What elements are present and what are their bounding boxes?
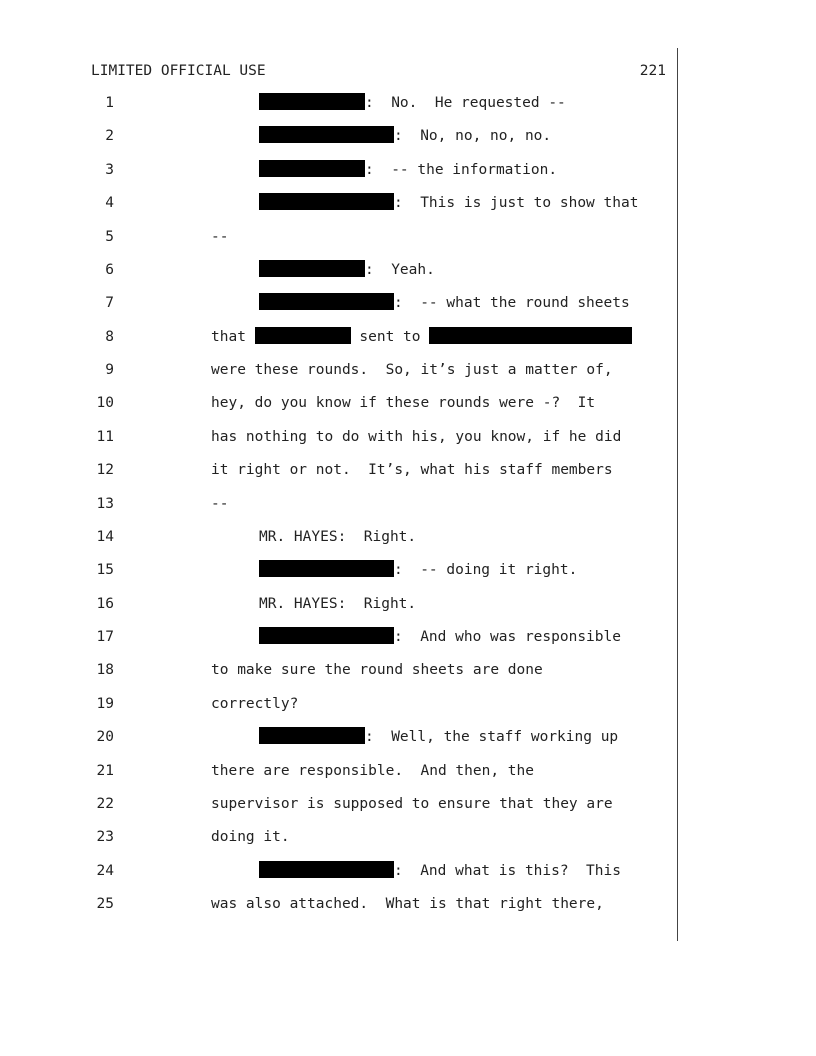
line-text — [259, 527, 416, 547]
line-number: 2 — [105, 128, 114, 145]
line-text-segment: there are responsible. And then, the — [211, 762, 535, 779]
line-number: 20 — [96, 729, 114, 746]
line-number: 25 — [96, 896, 114, 912]
line-text — [259, 627, 621, 647]
line-number: 3 — [105, 161, 114, 178]
transcript-line — [0, 794, 816, 814]
redaction-box — [429, 327, 632, 344]
line-number: 17 — [96, 629, 114, 645]
line-text — [211, 761, 534, 781]
line-text-segment: MR. HAYES: Right. — [259, 595, 417, 612]
redaction-box — [259, 560, 394, 577]
line-text — [211, 393, 595, 413]
redaction-box — [259, 126, 394, 143]
line-text — [211, 827, 290, 847]
line-number: 22 — [96, 795, 114, 812]
line-number: 21 — [96, 762, 114, 779]
line-number: 8 — [105, 328, 114, 345]
redaction-box — [259, 260, 365, 277]
line-text-segment: that — [211, 328, 255, 345]
line-text — [259, 594, 416, 614]
transcript-line — [0, 460, 816, 480]
line-text — [259, 727, 618, 747]
redaction-box — [259, 160, 365, 177]
transcript-line — [0, 427, 816, 447]
line-text-segment: : And who was responsible — [394, 629, 621, 645]
redaction-box — [259, 627, 394, 644]
transcript-line — [0, 660, 816, 680]
line-number: 15 — [96, 562, 114, 579]
line-text-segment: were these rounds. So, it’s just a matter of, — [211, 362, 613, 378]
line-text — [259, 193, 638, 213]
line-number: 1 — [105, 95, 114, 111]
transcript-line — [0, 260, 816, 280]
redaction-box — [259, 93, 365, 110]
line-text-segment: -- — [211, 495, 229, 512]
line-text-segment: to make sure the round sheets are done — [211, 662, 543, 679]
line-text-segment: : -- the information. — [365, 161, 558, 178]
line-number: 4 — [105, 195, 114, 212]
line-text — [259, 293, 630, 313]
transcript-line — [0, 727, 816, 747]
transcript-line — [0, 827, 816, 847]
redaction-box — [259, 293, 394, 310]
line-number: 7 — [105, 295, 114, 312]
transcript-line — [0, 360, 816, 380]
transcript-line — [0, 160, 816, 180]
transcript-line — [0, 193, 816, 213]
line-text — [211, 794, 613, 814]
redaction-box — [259, 193, 394, 210]
transcript-line — [0, 894, 816, 914]
line-number: 12 — [96, 462, 114, 479]
line-text — [259, 560, 577, 580]
line-text-segment: it right or not. It’s, what his staff members — [211, 462, 613, 479]
line-text-segment: : Well, the staff working up — [365, 729, 619, 746]
classification-header: LIMITED OFFICIAL USE — [91, 63, 266, 79]
line-text — [259, 260, 435, 280]
transcript-line — [0, 527, 816, 547]
redaction-box — [255, 327, 351, 344]
transcript-line — [0, 594, 816, 614]
line-text-segment: : -- what the round sheets — [394, 295, 630, 312]
line-text-segment: : No. He requested -- — [365, 95, 566, 111]
line-text — [211, 494, 228, 514]
line-number: 6 — [105, 261, 114, 278]
line-text-segment: : And what is this? This — [394, 862, 621, 879]
line-text — [259, 93, 566, 113]
line-text-segment: : -- doing it right. — [394, 562, 578, 579]
line-text — [211, 460, 613, 480]
transcript-line — [0, 327, 816, 347]
line-number: 19 — [96, 695, 114, 712]
line-text-segment: was also attached. What is that right there, — [211, 896, 604, 912]
line-text-segment: doing it. — [211, 829, 290, 846]
line-text — [259, 126, 551, 146]
line-text — [211, 360, 613, 380]
line-text — [259, 861, 621, 881]
transcript-line — [0, 93, 816, 113]
line-number: 16 — [96, 595, 114, 612]
redaction-box — [259, 861, 394, 878]
line-text-segment: : Yeah. — [365, 261, 435, 278]
transcript-line — [0, 393, 816, 413]
line-text — [211, 660, 543, 680]
line-text — [211, 427, 621, 447]
line-text — [211, 894, 604, 914]
line-text-segment: has nothing to do with his, you know, if he did — [211, 428, 622, 445]
transcript-line — [0, 227, 816, 247]
line-number: 24 — [96, 862, 114, 879]
line-text — [211, 227, 228, 247]
line-number: 23 — [96, 829, 114, 846]
line-number: 18 — [96, 662, 114, 679]
line-text-segment: supervisor is supposed to ensure that they are — [211, 795, 613, 812]
line-text-segment: sent to — [350, 328, 430, 345]
transcript-line — [0, 293, 816, 313]
transcript-line — [0, 861, 816, 881]
line-number: 13 — [96, 495, 114, 512]
line-text — [259, 160, 557, 180]
line-text — [211, 327, 632, 347]
transcript-line — [0, 560, 816, 580]
transcript-line — [0, 126, 816, 146]
line-text-segment: MR. HAYES: Right. — [259, 528, 417, 545]
line-text-segment: -- — [211, 228, 229, 245]
transcript-line — [0, 694, 816, 714]
line-number: 5 — [105, 228, 114, 245]
redaction-box — [259, 727, 365, 744]
line-number: 9 — [105, 362, 114, 378]
line-number: 10 — [96, 395, 114, 412]
transcript-line — [0, 494, 816, 514]
transcript-line — [0, 761, 816, 781]
line-text-segment: : This is just to show that — [394, 195, 639, 212]
line-number: 14 — [96, 528, 114, 545]
line-text-segment: correctly? — [211, 695, 299, 712]
line-text-segment: hey, do you know if these rounds were -? It — [211, 395, 596, 412]
line-text — [211, 694, 298, 714]
line-number: 11 — [96, 428, 114, 445]
line-text-segment: : No, no, no, no. — [394, 128, 552, 145]
page-number: 221 — [639, 63, 666, 79]
transcript-line — [0, 627, 816, 647]
